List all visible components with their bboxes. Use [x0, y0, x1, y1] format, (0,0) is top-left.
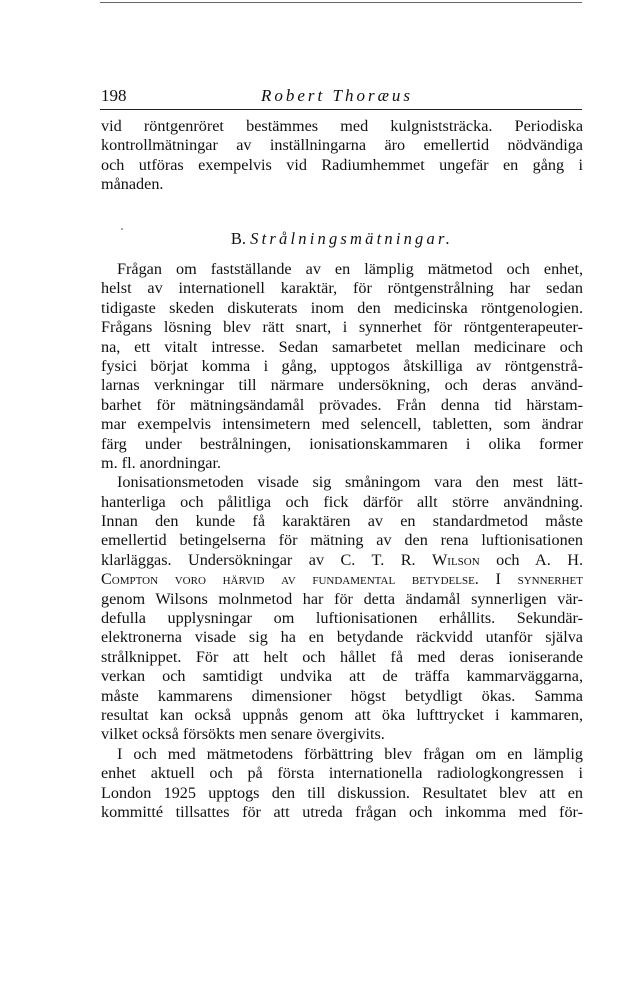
section-heading	[101, 229, 583, 249]
text-line: och utföras exempelvis vid Radiumhemmet ungefär en gång i	[101, 155, 583, 174]
text-line: tidigaste skeden diskuterats inom den medicinska röntgenologien.	[101, 298, 583, 317]
body-text	[101, 260, 583, 822]
text-line: defulla upplysningar om luftionisationen erhållits. Sekundär-	[101, 609, 583, 628]
page-number: 198	[101, 86, 127, 105]
text-line: vilket också försökts men senare övergivits.	[101, 725, 385, 744]
text-line: Innan den kunde få karaktären av en standardmetod måste	[101, 512, 583, 531]
text-line: larnas verkningar till närmare undersökning, och deras använd-	[101, 376, 583, 395]
text-line: mar exempelvis intensimetern med selencell, tabletten, som ändrar	[101, 415, 583, 434]
text-line: Ionisationsmetoden visade sig småningom vara den mest lätt-	[117, 473, 583, 492]
top-edge-rule	[100, 2, 582, 3]
text-line: emellertid betingelserna för mätning av den rena luftionisationen	[101, 531, 583, 550]
text-line: barhet för mätningsändamål prövades. Från denna tid härstam-	[101, 395, 583, 414]
text-line: I och med mätmetodens förbättring blev frågan om en lämplig	[117, 744, 583, 763]
text-line: verkan och samtidigt undvika att de träffa kammarväggarna,	[101, 667, 583, 686]
text-line: London 1925 upptogs den till diskussion. Resultatet blev att en	[101, 783, 583, 802]
running-head: Robert Thoræus	[261, 86, 414, 105]
text-line: måste kammarens dimensioner högst betydligt ökas. Samma	[101, 686, 583, 705]
text-line: Frågan om fastställande av en lämplig mätmetod och enhet,	[117, 260, 583, 278]
text-line: kontrollmätningar av inställningarna äro emellertid nödvändiga	[101, 136, 583, 155]
page-header	[101, 86, 582, 110]
text-line: na, ett vitalt intresse. Sedan samarbetet mellan medicinare och	[101, 337, 583, 356]
line-text: och A. H.	[479, 550, 583, 569]
text-line: genom Wilsons molnmetod har för detta ändamål synnerligen vär-	[101, 589, 583, 608]
text-line: månaden.	[101, 175, 164, 194]
author-line-compton: Compton voro härvid av fundamental betydelse. I synnerhet	[101, 570, 583, 589]
text-line: strålknippet. För att helt och hållet få med deras ioniserande	[101, 647, 583, 666]
text-line: m. fl. anordningar.	[101, 453, 222, 472]
header-rule	[100, 109, 582, 110]
text-line: Frågans lösning blev rätt snart, i synnerhet för röntgenterapeuter-	[101, 318, 583, 337]
author-name-wilson: Wilson	[432, 550, 480, 569]
text-line-with-names	[101, 551, 583, 570]
section-number: B.	[230, 229, 247, 248]
text-line: hanterliga och pålitliga och fick därför allt större användning.	[101, 492, 583, 511]
section-title: Strålningsmätningar.	[250, 229, 454, 248]
text-line: enhet aktuell och på första internationella radiologkongressen i	[101, 764, 583, 783]
text-line: kommitté tillsattes för att utreda frågan och inkomma med för-	[101, 802, 583, 821]
text-line: vid röntgenröret bestämmes med kulgniststräcka. Periodiska	[101, 117, 583, 135]
text-line: helst av internationell karaktär, för röntgenstrålning har sedan	[101, 279, 583, 298]
text-line	[101, 570, 583, 589]
text-line: resultat kan också uppnås genom att öka lufttrycket i kammaren,	[101, 705, 583, 724]
text-line: färg under bestrålningen, ionisationskammaren i olika former	[101, 434, 583, 453]
text-line: fysici börjat komma i gång, upptogos åtskilliga av röntgenstrå-	[101, 356, 583, 375]
line-text: klarläggas. Undersökningar av C. T. R.	[101, 550, 432, 569]
text-line: elektronerna visade sig ha en betydande räckvidd utanför själva	[101, 628, 583, 647]
intro-paragraph	[101, 117, 583, 195]
